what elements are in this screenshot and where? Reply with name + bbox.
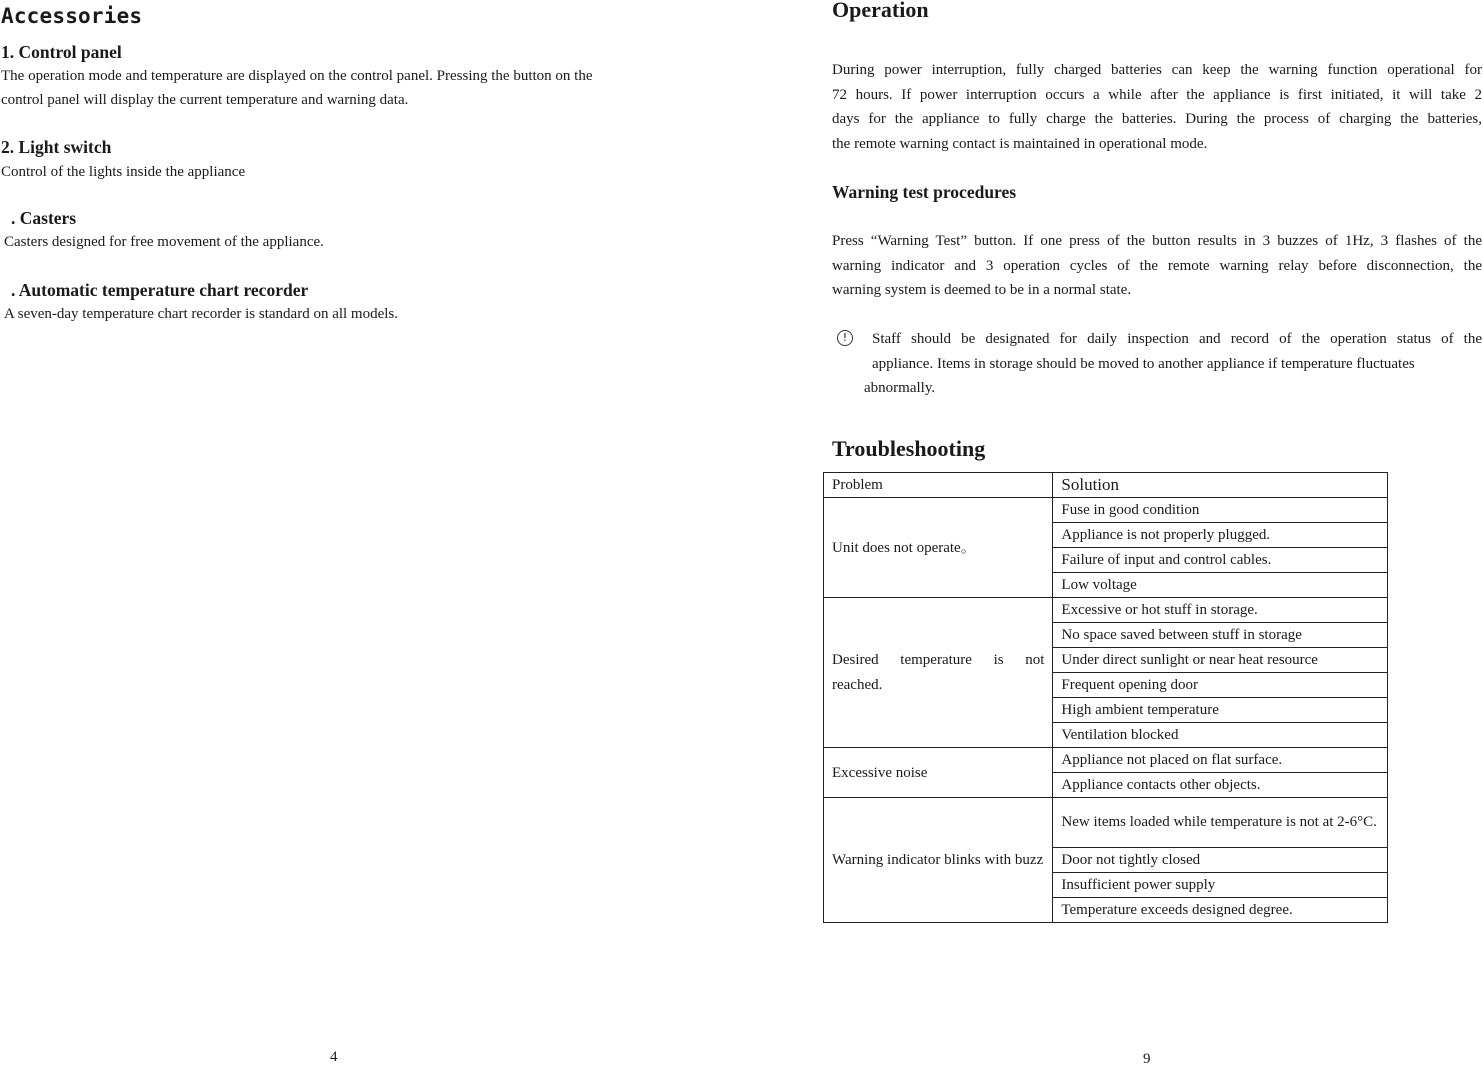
section-heading-light-switch: 2. Light switch (1, 137, 112, 157)
solution-cell: Fuse in good condition (1053, 498, 1388, 523)
caution-text-last-line: abnormally. (864, 380, 936, 396)
table-row (824, 748, 1388, 773)
solution-cell: Frequent opening door (1053, 673, 1388, 698)
solution-cell: Low voltage (1053, 573, 1388, 598)
troubleshooting-heading: Troubleshooting (832, 436, 986, 461)
solution-cell: High ambient temperature (1053, 698, 1388, 723)
solution-cell: Temperature exceeds designed degree. (1053, 898, 1388, 923)
operation-title: Operation (832, 0, 929, 22)
operation-intro (832, 58, 1482, 156)
table-row (824, 798, 1388, 848)
column-header-problem: Problem (824, 473, 1053, 498)
left-page (0, 0, 740, 1065)
solution-cell: Appliance is not properly plugged. (1053, 523, 1388, 548)
text-line: control panel will display the current temperature and warning data. (1, 92, 409, 109)
table-row (824, 498, 1388, 523)
accessories-title: Accessories (1, 4, 143, 28)
solution-cell: No space saved between stuff in storage (1053, 623, 1388, 648)
solution-cell: New items loaded while temperature is not at 2-6°C. (1053, 798, 1388, 848)
text-line: Staff should be designated for daily inspection and record of the operation status of the (872, 331, 1482, 347)
solution-cell: Ventilation blocked (1053, 723, 1388, 748)
table-row (824, 598, 1388, 623)
problem-cell: Warning indicator blinks with buzz (824, 798, 1053, 923)
exclamation-circle-icon: ! (837, 330, 853, 346)
warning-test-text (832, 229, 1482, 303)
text-line: During power interruption, fully charged batteries can keep the warning function operational for (832, 62, 1482, 78)
solution-cell: Failure of input and control cables. (1053, 548, 1388, 573)
solution-cell: Door not tightly closed (1053, 848, 1388, 873)
caution-text (872, 327, 1482, 376)
section-text-light-switch (1, 160, 245, 184)
problem-cell: Desired temperature is not reached. (824, 598, 1053, 748)
text-line: Press “Warning Test” button. If one press of the button results in 3 buzzes of 1Hz, 3 flashes of the (832, 233, 1482, 249)
text-line: appliance. Items in storage should be moved to another appliance if temperature fluctuates (872, 355, 1415, 372)
text-line: Control of the lights inside the appliance (1, 164, 246, 180)
text-line: the remote warning contact is maintained in operational mode. (832, 135, 1208, 152)
section-text-casters (4, 230, 324, 254)
right-page (741, 0, 1483, 1065)
text-line: Casters designed for free movement of the appliance. (4, 234, 324, 250)
section-heading-control-panel: 1. Control panel (1, 42, 122, 62)
section-heading-chart-recorder: . Automatic temperature chart recorder (11, 280, 309, 300)
page-number-left: 4 (330, 1049, 338, 1065)
warning-test-heading: Warning test procedures (832, 182, 1017, 202)
text-line: The operation mode and temperature are displayed on the control panel. Pressing the button on the (1, 68, 593, 84)
section-heading-casters: . Casters (11, 208, 77, 228)
solution-cell: Appliance contacts other objects. (1053, 773, 1388, 798)
text-line: A seven-day temperature chart recorder is standard on all models. (4, 306, 399, 322)
page-number-right: 9 (1143, 1051, 1151, 1067)
problem-cell: Unit does not operate。 (824, 498, 1053, 598)
troubleshooting-table (823, 472, 1388, 923)
text-line: warning system is deemed to be in a normal state. (832, 282, 1132, 298)
solution-cell: Insufficient power supply (1053, 873, 1388, 898)
text-line: 72 hours. If power interruption occurs a while after the appliance is first initiated, it will take 2 (832, 86, 1482, 103)
column-header-solution: Solution (1053, 473, 1388, 498)
solution-cell: Under direct sunlight or near heat resource (1053, 648, 1388, 673)
solution-cell: Appliance not placed on flat surface. (1053, 748, 1388, 773)
text-line: warning indicator and 3 operation cycles of the remote warning relay before disconnection, the (832, 257, 1482, 274)
section-text-control-panel (1, 64, 593, 113)
table-header-row (824, 473, 1388, 498)
text-line: days for the appliance to fully charge the batteries. During the process of charging the batteries, (832, 111, 1482, 127)
solution-cell: Excessive or hot stuff in storage. (1053, 598, 1388, 623)
section-text-chart-recorder (4, 302, 398, 326)
problem-cell: Excessive noise (824, 748, 1053, 798)
